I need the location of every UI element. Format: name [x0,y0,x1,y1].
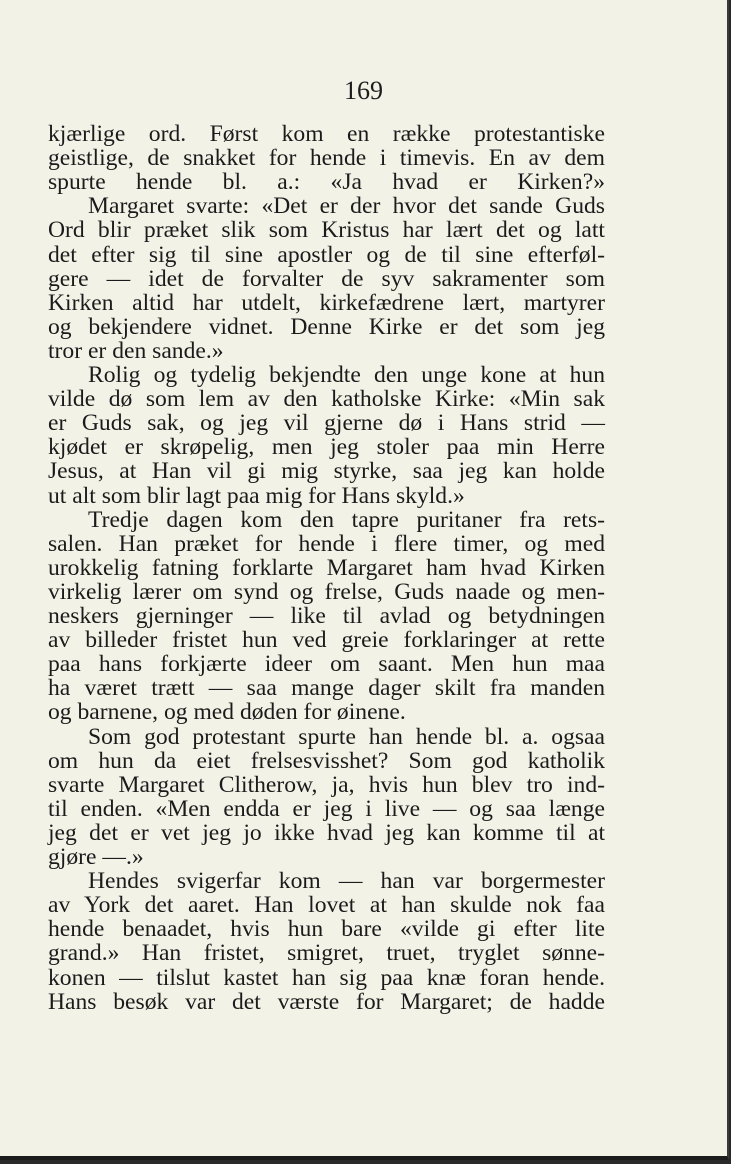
text-line: Hans besøk var det værste for Margaret; de hadde [48,988,605,1015]
text-line: til enden. «Men endda er jeg i live — og saa længe [48,795,605,822]
text-line: av York det aaret. Han lovet at han skulde nok faa [48,892,605,919]
text-line: gjøre —.» [48,844,144,870]
text-line: Som god protestant spurte han hende bl. a. ogsaa [88,723,605,750]
text-line: ut alt som blir lagt paa mig for Hans skyld.» [48,482,465,509]
text-line: grand.» Han fristet, smigret, truet, tryglet sønne- [48,940,605,967]
text-line: Hendes svigerfar kom — han var borgermester [88,868,605,895]
text-line: om hun da eiet frelsesvisshet? Som god katholik [48,747,605,774]
text-line: det efter sig til sine apostler og de til sine efterføl- [48,241,605,268]
text-line: svarte Margaret Clitherow, ja, hvis hun blev tro ind- [48,771,605,798]
text-line: og bekjendere vidnet. Denne Kirke er det som jeg [48,313,605,340]
text-line: Margaret svarte: «Det er der hvor det sande Guds [88,193,605,220]
text-line: Jesus, at Han vil gi mig styrke, saa jeg kan holde [48,458,605,485]
text-line: konen — tilslut kastet han sig paa knæ foran hende. [48,964,605,991]
text-line: gere — idet de forvalter de syv sakramenter som [48,265,605,292]
text-line: hende benaadet, hvis hun bare «vilde gi efter lite [48,916,605,943]
text-line: Ord blir præket slik som Kristus har lært det og latt [48,217,605,244]
text-line: geistlige, de snakket for hende i timevis. En av dem [48,145,605,172]
text-line: og barnene, og med døden for øinene. [48,699,406,726]
text-line: Tredje dagen kom den tapre puritaner fra rets- [88,506,605,533]
text-line: ha været trætt — saa mange dager skilt fra manden [48,675,605,702]
page-number: 169 [344,76,383,105]
text-line: virkelig lærer om synd og frelse, Guds naade og men- [48,578,605,605]
text-line: Kirken altid har utdelt, kirkefædrene lært, martyrer [48,289,605,316]
text-line: kjærlige ord. Først kom en række protestantiske [48,121,605,147]
text-line: Rolig og tydelig bekjendte den unge kone at hun [88,362,605,388]
text-line: salen. Han præket for hende i flere timer, og med [48,530,605,557]
text-line: kjødet er skrøpelig, men jeg stoler paa min Herre [48,434,605,461]
text-line: neskers gjerninger — like til avlad og betydningen [48,603,605,629]
text-line: er Guds sak, og jeg vil gjerne dø i Hans strid — [48,410,605,437]
text-line: tror er den sande.» [48,337,224,364]
text-line: vilde dø som lem av den katholske Kirke: «Min sak [48,386,605,413]
text-line: urokkelig fatning forklarte Margaret ham hvad Kirken [48,554,605,581]
text-line: paa hans forkjærte ideer om saant. Men hun maa [48,651,605,678]
text-line: spurte hende bl. a.: «Ja hvad er Kirken?» [48,169,605,196]
text-line: av billeder fristet hun ved greie forklaringer at rette [48,627,605,654]
text-line: jeg det er vet jeg jo ikke hvad jeg kan komme til at [48,819,605,846]
